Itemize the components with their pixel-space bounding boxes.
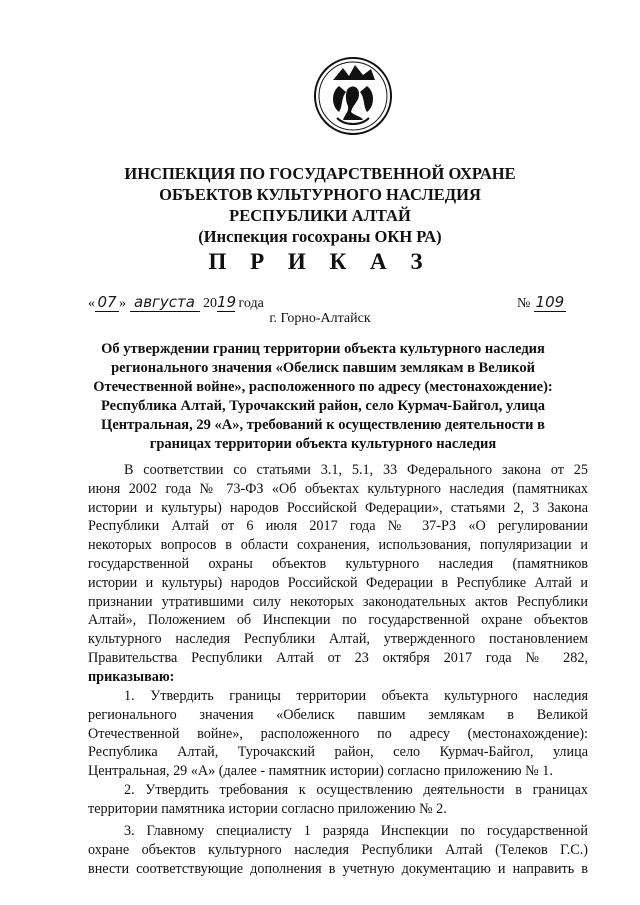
preamble-line: истории и культуры) народов Российской Федерации», статьями 2, 3 Закона [88, 499, 588, 516]
altai-republic-emblem-icon [313, 56, 393, 136]
order-item-1 [88, 687, 588, 781]
org-short-name: (Инспекция госохраны ОКН РА) [198, 227, 442, 246]
order-date [88, 293, 264, 312]
preamble-line: некоторых вопросов в области сохранения, использования, популяризации и [88, 537, 588, 554]
item-line: охране объектов культурного наследия Республики Алтай (Телеков Г.С.) [88, 841, 588, 858]
date-year-word: года [238, 296, 264, 311]
preamble-line: признании утратившими силу некоторых законодательных актов Республики [88, 593, 588, 610]
date-day-handwritten: 07 [95, 293, 119, 312]
item-line: 1. Утвердить границы территории объекта культурного наследия [124, 688, 588, 704]
date-close-quote: » [119, 296, 126, 311]
preamble-line: Правительства Республики Алтай от 23 октября 2017 года № 282, [88, 649, 588, 666]
preamble-line: государственной охраны объектов культурного наследия (памятников [88, 555, 588, 572]
order-item-3 [88, 822, 588, 878]
preamble-line: июня 2002 года № 73-ФЗ «Об объектах культурного наследия (памятниках [88, 480, 588, 497]
date-year-prefix: 20 [203, 296, 217, 311]
item-line: внести соответствующие дополнения в учетную документацию и направить в [88, 860, 588, 877]
item-line: 2. Утвердить требования к осуществлению деятельности в границах [124, 782, 588, 798]
preamble-line: Республики Алтай от 6 июля 2017 года № 37-РЗ «О регулировании [88, 518, 588, 535]
heading-line: Об утверждении границ территории объекта культурного наследия [101, 341, 545, 357]
preamble-line: Алтай», Положением об Инспекции по государственной охране объектов [88, 612, 588, 629]
date-month-handwritten: августа [130, 293, 200, 312]
organization-name [0, 163, 640, 247]
date-year-handwritten: 19 [217, 293, 237, 311]
order-word: приказываю: [88, 668, 175, 685]
preamble-line: истории и культуры) народов Российской Федерации в Республике Алтай и [88, 574, 588, 591]
org-line: РЕСПУБЛИКИ АЛТАЙ [229, 206, 411, 225]
preamble-paragraph [88, 461, 588, 687]
order-subject-heading [80, 340, 566, 454]
number-label: № [517, 296, 531, 311]
heading-line: Центральная, 29 «А», требований к осуществлению деятельности в [101, 417, 545, 433]
heading-line: Отечественной войне», расположенного по адресу (местонахождение): [93, 379, 553, 395]
preamble-line: культурного наследия Республики Алтай, утвержденного постановлением [88, 631, 588, 648]
document-title: П Р И К А З [208, 249, 432, 274]
item-line: Республика Алтай, Турочакский район, село Курмач-Байгол, улица [88, 744, 588, 761]
org-line: ИНСПЕКЦИЯ ПО ГОСУДАРСТВЕННОЙ ОХРАНЕ [124, 164, 516, 183]
heading-line: регионального значения «Обелиск павшим землякам в Великой [111, 360, 535, 376]
item-line: 3. Главному специалисту 1 разряда Инспекции по государственной [124, 823, 588, 839]
order-item-2 [88, 781, 588, 819]
item-line: Отечественной войне», расположенного по адресу (местонахождение): [88, 725, 588, 742]
heading-line: границах территории объекта культурного наследия [149, 436, 497, 452]
city: г. Горно-Алтайск [269, 311, 371, 326]
item-line: территории памятника истории согласно приложению № 2. [88, 800, 447, 817]
item-line: регионального значения «Обелиск павшим землякам в Великой [88, 706, 588, 723]
date-open-quote: « [88, 296, 95, 311]
org-line: ОБЪЕКТОВ КУЛЬТУРНОГО НАСЛЕДИЯ [159, 185, 481, 204]
heading-line: Республика Алтай, Турочакский район, село Курмач-Байгол, улица [100, 398, 546, 414]
item-line: Центральная, 29 «А» (далее - памятник истории) согласно приложению № 1. [88, 763, 553, 780]
preamble-line: В соответствии со статьями 3.1, 5.1, 33 Федерального закона от 25 [124, 462, 588, 478]
order-number [517, 293, 566, 312]
number-handwritten: 109 [535, 293, 565, 311]
